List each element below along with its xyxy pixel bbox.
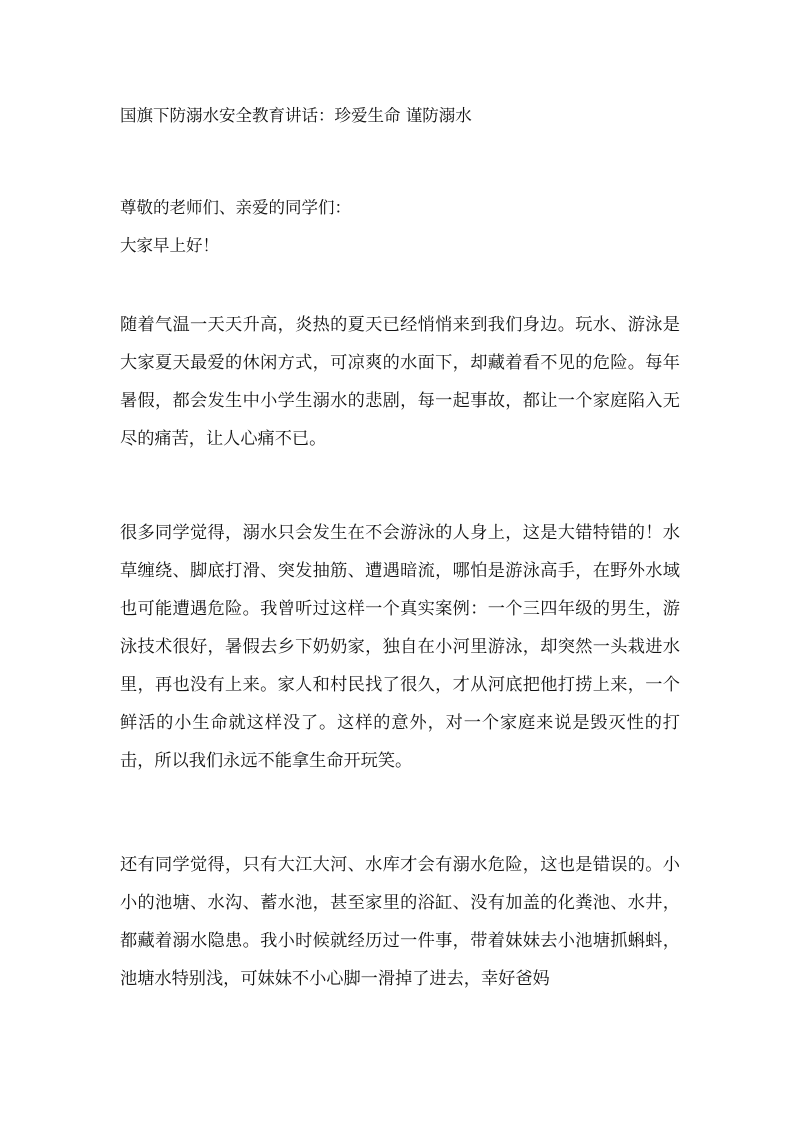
document-title: 国旗下防溺水安全教育讲话：珍爱生命 谨防溺水 <box>120 106 472 125</box>
paragraph-3: 还有同学觉得，只有大江大河、水库才会有溺水危险，这也是错误的。小小的池塘、水沟、蓄水池，甚至家里的浴缸、没有加盖的化粪池、水井，都藏着溺水隐患。我小时候就经历过一件事，带着妹妹去小池塘抓蝌蚪，池塘水特别浅，可妹妹不小心脚一滑掉了进去，幸好爸妈 <box>120 855 680 989</box>
paragraph-2: 很多同学觉得，溺水只会发生在不会游泳的人身上，这是大错特错的！水草缠绕、脚底打滑、突发抽筋、遭遇暗流，哪怕是游泳高手，在野外水域也可能遭遇危险。我曾听过这样一个真实案例：一个三四年级的男生，游泳技术很好，暑假去乡下奶奶家，独自在小河里游泳，却突然一头栽进水里，再也没有上来。家人和村民找了很久，才从河底把他打捞上来，一个鲜活的小生命就这样没了。这样的意外，对一个家庭来说是毁灭性的打击，所以我们永远不能拿生命开玩笑。 <box>120 523 680 771</box>
salutation <box>120 189 680 265</box>
paragraph-1: 随着气温一天天升高，炎热的夏天已经悄悄来到我们身边。玩水、游泳是大家夏天最爱的休闲方式，可凉爽的水面下，却藏着看不见的危险。每年暑假，都会发生中小学生溺水的悲剧，每一起事故，都让一个家庭陷入无尽的痛苦，让人心痛不已。 <box>120 315 680 449</box>
greeting-morning: 大家早上好！ <box>120 236 219 255</box>
greeting-addressee: 尊敬的老师们、亲爱的同学们： <box>120 198 351 217</box>
